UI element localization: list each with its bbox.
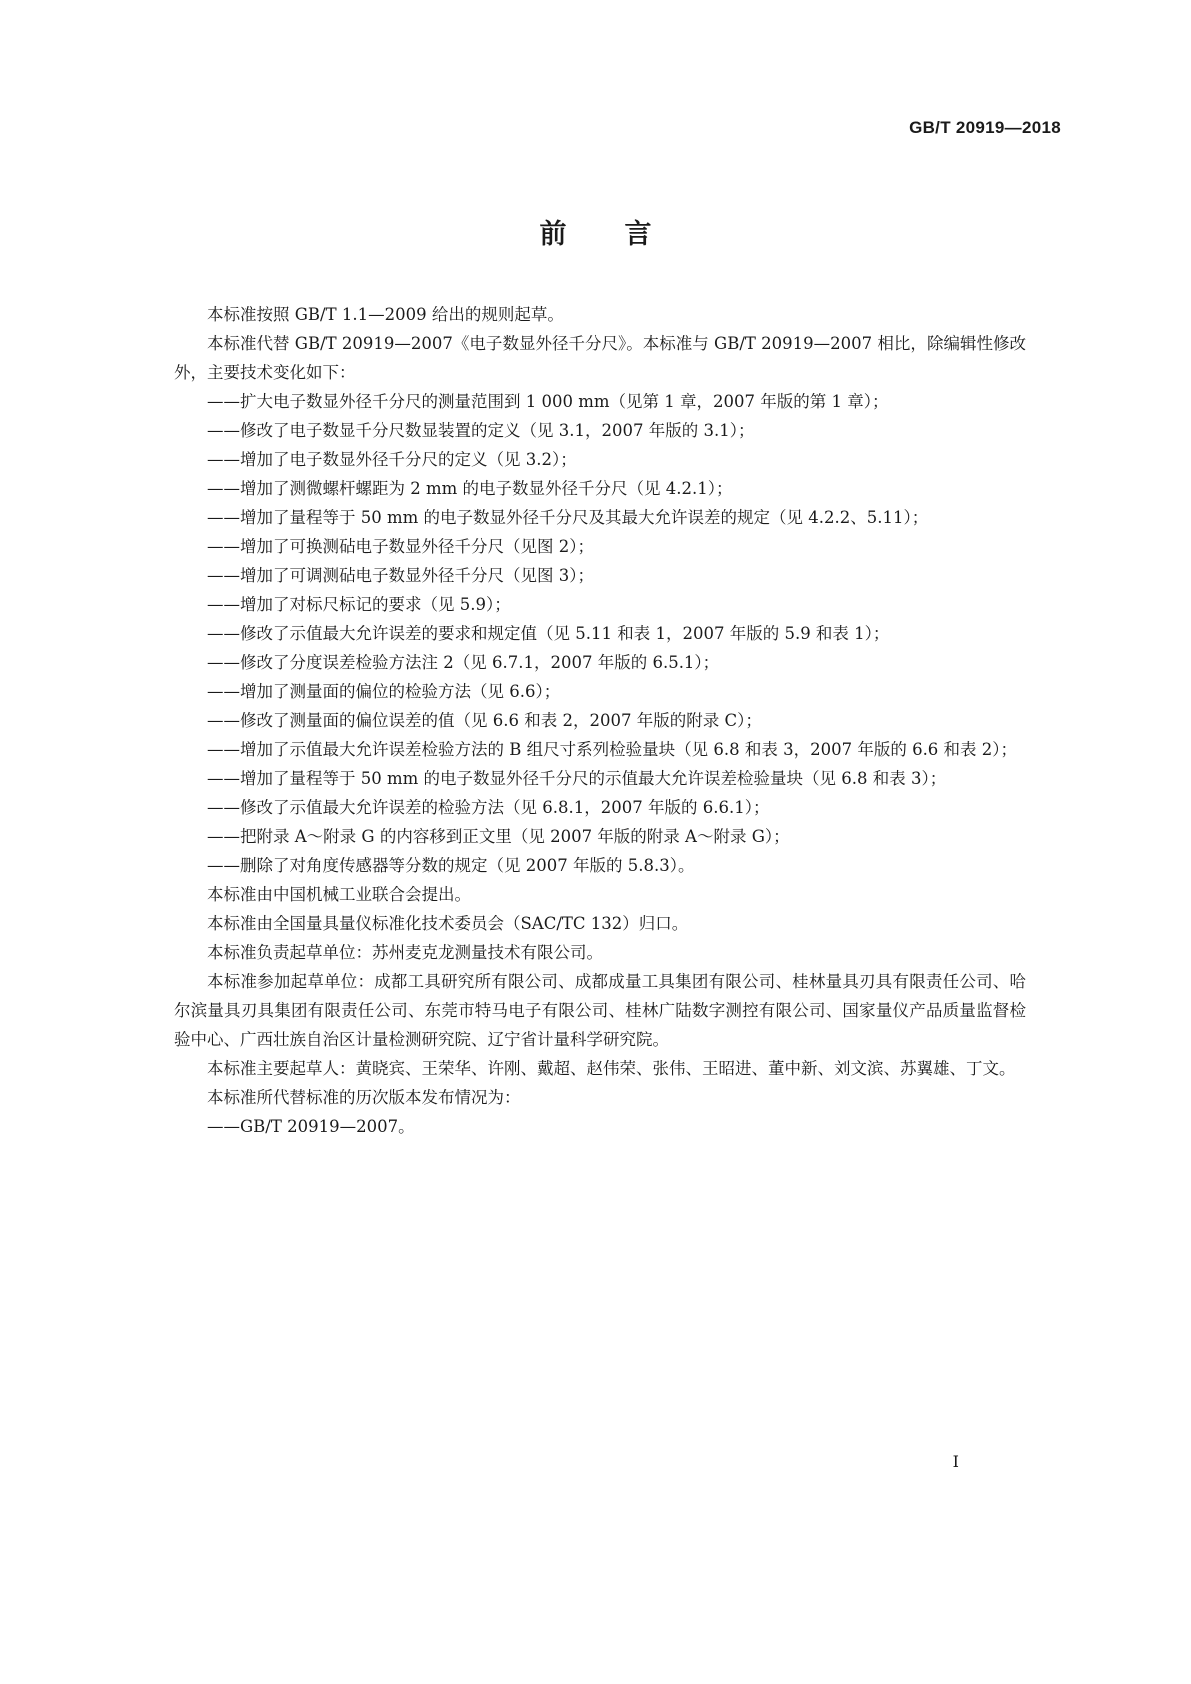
change-item: ——修改了示值最大允许误差的检验方法（见 6.8.1，2007 年版的 6.6.1）； (207, 798, 770, 817)
change-item: ——增加了对标尺标记的要求（见 5.9）； (207, 595, 511, 614)
change-item: ——删除了对角度传感器等分数的规定（见 2007 年版的 5.8.3）。 (207, 856, 695, 875)
foreword-body (174, 300, 1026, 1141)
change-item: ——增加了测量面的偏位的检验方法（见 6.6）； (207, 682, 561, 701)
change-item: ——把附录 A～附录 G 的内容移到正文里（见 2007 年版的附录 A～附录 G）； (207, 827, 790, 846)
paragraph: 本标准由中国机械工业联合会提出。 (207, 885, 471, 904)
paragraph: 本标准主要起草人：黄晓宾、王荣华、许刚、戴超、赵伟荣、张伟、王昭进、董中新、刘文滨、苏翼雄、丁文。 (207, 1059, 1016, 1078)
change-item: ——增加了电子数显外径千分尺的定义（见 3.2）； (207, 450, 577, 469)
standard-code: GB/T 20919—2018 (909, 118, 1061, 137)
change-item: ——修改了测量面的偏位误差的值（见 6.6 和表 2，2007 年版的附录 C）； (207, 711, 762, 730)
page-number: I (952, 1452, 959, 1471)
change-item: ——修改了示值最大允许误差的要求和规定值（见 5.11 和表 1，2007 年版的 5.9 和表 1）； (207, 624, 890, 643)
paragraph: 本标准代替 GB/T 20919—2007《电子数显外径千分尺》。本标准与 GB/T 20919—2007 相比，除编辑性修改外，主要技术变化如下： (174, 334, 1026, 382)
change-item: ——增加了测微螺杆螺距为 2 mm 的电子数显外径千分尺（见 4.2.1）； (207, 479, 733, 498)
change-item: ——增加了量程等于 50 mm 的电子数显外径千分尺的示值最大允许误差检验量块（见 6.8 和表 3）； (207, 769, 947, 788)
change-item: ——修改了电子数显千分尺数显装置的定义（见 3.1，2007 年版的 3.1）； (207, 421, 755, 440)
change-item: ——增加了示值最大允许误差检验方法的 B 组尺寸系列检验量块（见 6.8 和表 3，2007 年版的 6.6 和表 2）； (207, 740, 1018, 759)
paragraph: 本标准参加起草单位：成都工具研究所有限公司、成都成量工具集团有限公司、桂林量具刃具有限责任公司、哈尔滨量具刃具集团有限责任公司、东莞市特马电子有限公司、桂林广陆数字测控有限公司、国家量仪产品质量监督检验中心、广西壮族自治区计量检测研究院、辽宁省计量科学研究院。 (174, 972, 1026, 1049)
history-item: ——GB/T 20919—2007。 (207, 1117, 415, 1136)
paragraph: 本标准由全国量具量仪标准化技术委员会（SAC/TC 132）归口。 (207, 914, 689, 933)
change-item: ——增加了可调测砧电子数显外径千分尺（见图 3）； (207, 566, 594, 585)
paragraph: 本标准所代替标准的历次版本发布情况为： (207, 1088, 521, 1107)
change-item: ——增加了可换测砧电子数显外径千分尺（见图 2）； (207, 537, 594, 556)
change-item: ——修改了分度误差检验方法注 2（见 6.7.1，2007 年版的 6.5.1）； (207, 653, 720, 672)
paragraph: 本标准负责起草单位：苏州麦克龙测量技术有限公司。 (207, 943, 603, 962)
page-title: 前言 (539, 219, 710, 250)
change-item: ——增加了量程等于 50 mm 的电子数显外径千分尺及其最大允许误差的规定（见 4.2.2、5.11）； (207, 508, 929, 527)
change-item: ——扩大电子数显外径千分尺的测量范围到 1 000 mm（见第 1 章，2007 年版的第 1 章）； (207, 392, 889, 411)
paragraph: 本标准按照 GB/T 1.1—2009 给出的规则起草。 (207, 305, 564, 324)
